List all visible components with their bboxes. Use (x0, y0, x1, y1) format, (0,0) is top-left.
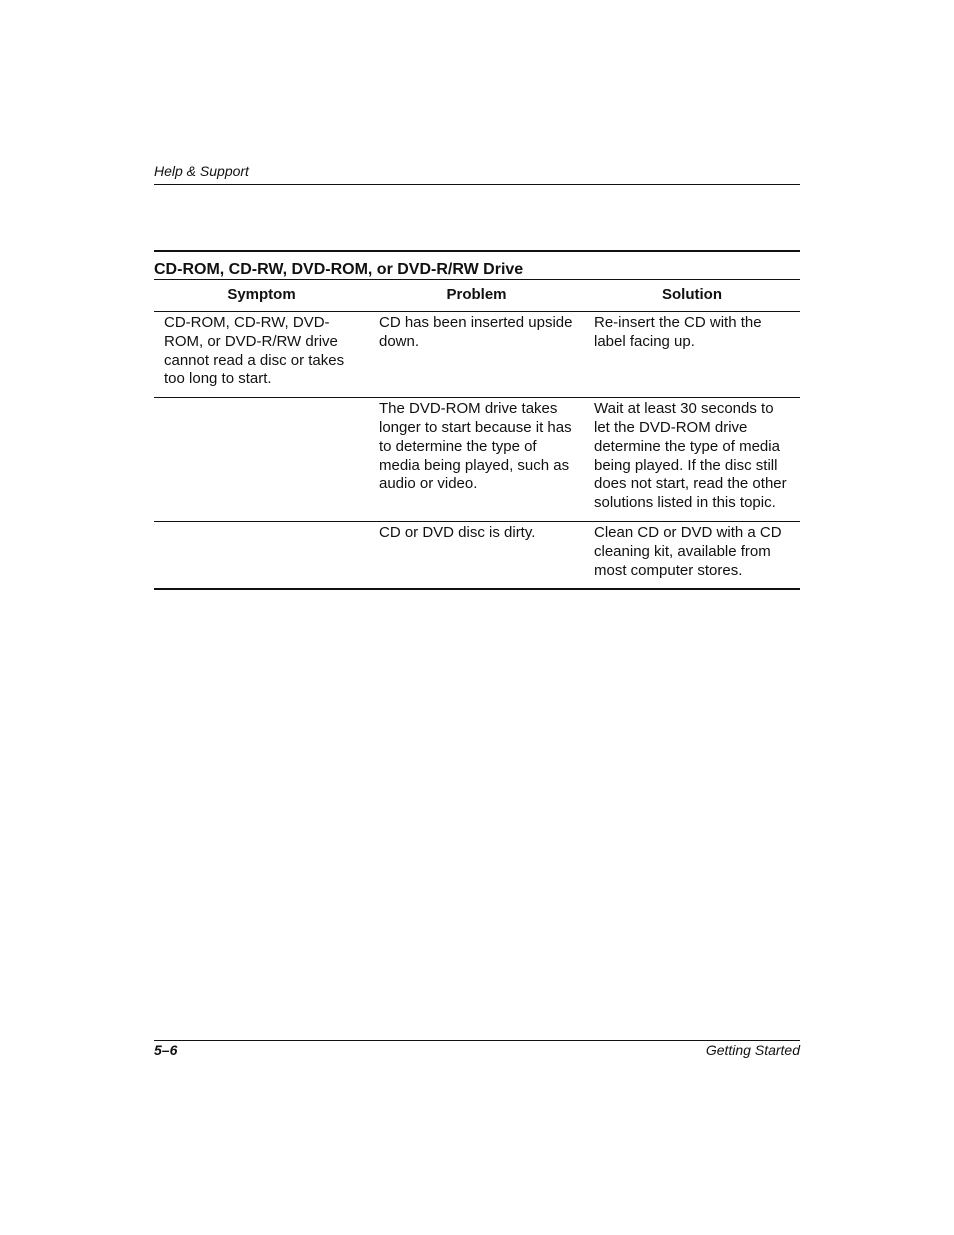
problem-cell: CD or DVD disc is dirty. (369, 521, 584, 589)
page-number: 5–6 (154, 1042, 178, 1058)
table-row (154, 398, 800, 522)
problem-cell: CD has been inserted upside down. (369, 312, 584, 398)
troubleshooting-table (154, 250, 800, 590)
column-header-problem: Problem (369, 280, 584, 312)
column-header-solution: Solution (584, 280, 800, 312)
book-title: Getting Started (705, 1042, 800, 1058)
running-header: Help & Support (154, 163, 249, 179)
symptom-table (154, 279, 800, 590)
symptom-cell (154, 521, 369, 589)
table-row (154, 521, 800, 589)
table-header-row (154, 280, 800, 312)
solution-cell: Clean CD or DVD with a CD cleaning kit, available from most computer stores. (584, 521, 800, 589)
table-title: CD-ROM, CD-RW, DVD-ROM, or DVD-R/RW Drive (154, 250, 800, 279)
footer-rule (154, 1040, 800, 1041)
column-header-symptom: Symptom (154, 280, 369, 312)
symptom-cell (154, 398, 369, 522)
solution-cell: Wait at least 30 seconds to let the DVD-ROM drive determine the type of media being played. If the disc still does not start, read the other solutions listed in this topic. (584, 398, 800, 522)
table-row (154, 312, 800, 398)
symptom-cell: CD-ROM, CD-RW, DVD-ROM, or DVD-R/RW drive cannot read a disc or takes too long to start. (154, 312, 369, 398)
header-rule (154, 184, 800, 185)
problem-cell: The DVD-ROM drive takes longer to start because it has to determine the type of media being played, such as audio or video. (369, 398, 584, 522)
solution-cell: Re-insert the CD with the label facing up. (584, 312, 800, 398)
